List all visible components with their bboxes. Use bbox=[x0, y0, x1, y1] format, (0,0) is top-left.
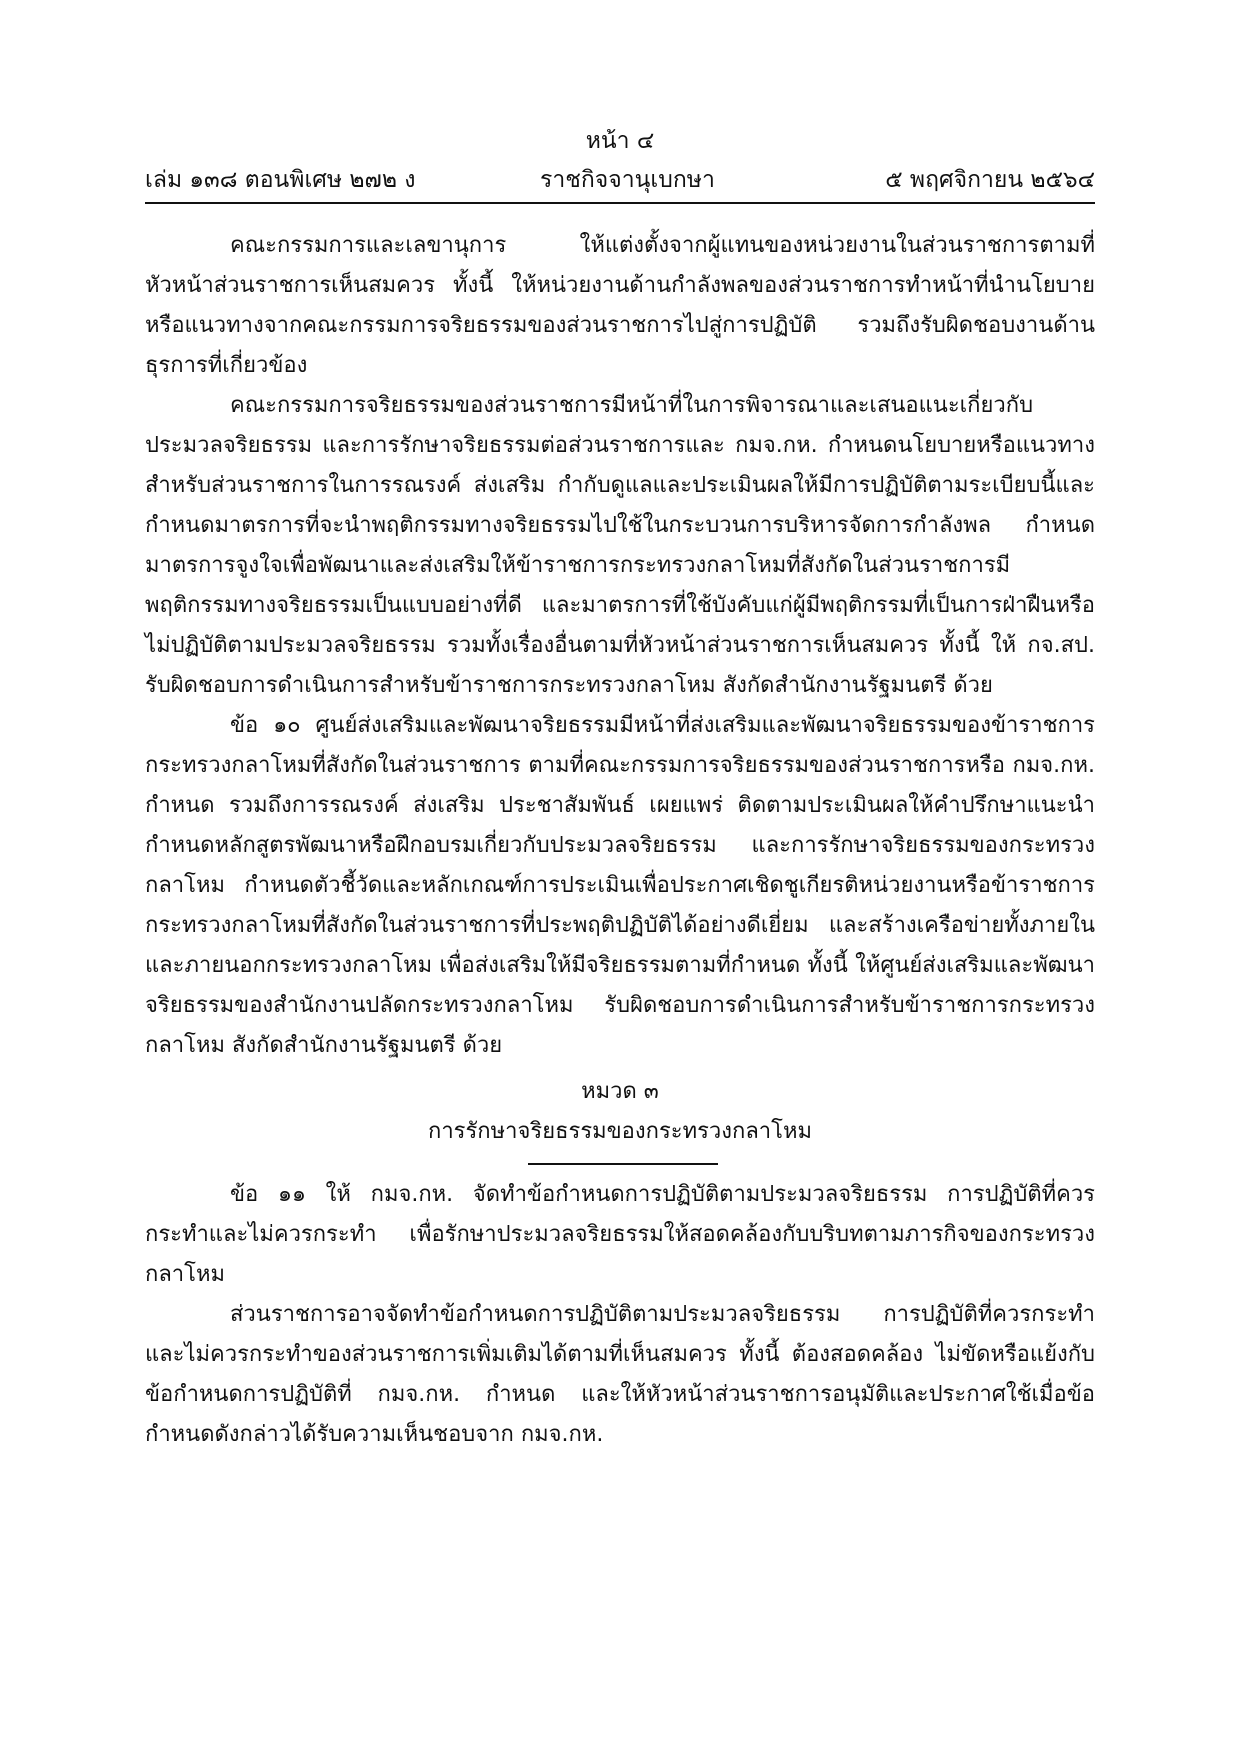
chapter-title: การรักษาจริยธรรมของกระทรวงกลาโหม bbox=[428, 1119, 812, 1144]
gazette-name: ราชกิจจานุเบกษา bbox=[540, 167, 715, 193]
publication-date: ๕ พฤศจิกายน ๒๕๖๔ bbox=[885, 167, 1095, 193]
paragraph: คณะกรรมการจริยธรรมของส่วนราชการมีหน้าที่ในการพิจารณาและเสนอแนะเกี่ยวกับประมวลจริยธรรม และการรักษาจริยธรรมต่อส่วนราชการและ กมจ.กห. กำหนดนโยบายหรือแนวทางสำหรับส่วนราชการในการรณรงค์ ส่งเสริม กำกับดูแลและประเมินผลให้มีการปฏิบัติตามระเบียบนี้และกำหนดมาตรการที่จะนำพฤติกรรมทางจริยธรรมไปใช้ในกระบวนการบริหารจัดการกำลังพล กำหนดมาตรการจูงใจเพื่อพัฒนาและส่งเสริมให้ข้าราชการกระทรวงกลาโหมที่สังกัดในส่วนราชการมีพฤติกรรมทางจริยธรรมเป็นแบบอย่างที่ดี และมาตรการที่ใช้บังคับแก่ผู้มีพฤติกรรมที่เป็นการฝ่าฝืนหรือไม่ปฏิบัติตามประมวลจริยธรรม รวมทั้งเรื่องอื่นตามที่หัวหน้าส่วนราชการเห็นสมควร ทั้งนี้ ให้ กจ.สป. รับผิดชอบการดำเนินการสำหรับข้าราชการกระทรวงกลาโหม สังกัดสำนักงานรัฐมนตรี ด้วย bbox=[145, 393, 1095, 698]
paragraph: ข้อ ๑๑ ให้ กมจ.กห. จัดทำข้อกำหนดการปฏิบัติตามประมวลจริยธรรม การปฏิบัติที่ควรกระทำและไม่ควรกระทำ เพื่อรักษาประมวลจริยธรรมให้สอดคล้องกับบริบทตามภารกิจของกระทรวงกลาโหม bbox=[145, 1182, 1095, 1287]
paragraph: คณะกรรมการและเลขานุการ ให้แต่งตั้งจากผู้แทนของหน่วยงานในส่วนราชการตามที่หัวหน้าส่วนราชการเห็นสมควร ทั้งนี้ ให้หน่วยงานด้านกำลังพลของส่วนราชการทำหน้าที่นำนโยบายหรือแนวทางจากคณะกรรมการจริยธรรมของส่วนราชการไปสู่การปฏิบัติ รวมถึงรับผิดชอบงานด้านธุรการที่เกี่ยวข้อง bbox=[145, 233, 1095, 378]
volume-issue: เล่ม ๑๓๘ ตอนพิเศษ ๒๗๒ ง bbox=[145, 167, 416, 193]
body-text-before-chapter bbox=[145, 226, 1095, 1066]
paragraph: ข้อ ๑๐ ศูนย์ส่งเสริมและพัฒนาจริยธรรมมีหน้าที่ส่งเสริมและพัฒนาจริยธรรมของข้าราชการกระทรวงกลาโหมที่สังกัดในส่วนราชการ ตามที่คณะกรรมการจริยธรรมของส่วนราชการหรือ กมจ.กห. กำหนด รวมถึงการรณรงค์ ส่งเสริม ประชาสัมพันธ์ เผยแพร่ ติดตามประเมินผลให้คำปรึกษาแนะนำ กำหนดหลักสูตรพัฒนาหรือฝึกอบรมเกี่ยวกับประมวลจริยธรรม และการรักษาจริยธรรมของกระทรวงกลาโหม กำหนดตัวชี้วัดและหลักเกณฑ์การประเมินเพื่อประกาศเชิดชูเกียรติหน่วยงานหรือข้าราชการกระทรวงกลาโหมที่สังกัดในส่วนราชการที่ประพฤติปฏิบัติได้อย่างดีเยี่ยม และสร้างเครือข่ายทั้งภายในและภายนอกกระทรวงกลาโหม เพื่อส่งเสริมให้มีจริยธรรมตามที่กำหนด ทั้งนี้ ให้ศูนย์ส่งเสริมและพัฒนาจริยธรรมของสำนักงานปลัดกระทรวงกลาโหม รับผิดชอบการดำเนินการสำหรับข้าราชการกระทรวงกลาโหม สังกัดสำนักงานรัฐมนตรี ด้วย bbox=[145, 713, 1095, 1058]
chapter-divider bbox=[528, 1163, 718, 1165]
chapter-number: หมวด ๓ bbox=[581, 1079, 659, 1104]
paragraph: ส่วนราชการอาจจัดทำข้อกำหนดการปฏิบัติตามประมวลจริยธรรม การปฏิบัติที่ควรกระทำและไม่ควรกระทำของส่วนราชการเพิ่มเติมได้ตามที่เห็นสมควร ทั้งนี้ ต้องสอดคล้อง ไม่ขัดหรือแย้งกับข้อกำหนดการปฏิบัติที่ กมจ.กห. กำหนด และให้หัวหน้าส่วนราชการอนุมัติและประกาศใช้เมื่อข้อกำหนดดังกล่าวได้รับความเห็นชอบจาก กมจ.กห. bbox=[145, 1302, 1095, 1447]
page-number: หน้า ๔ bbox=[585, 128, 655, 154]
gazette-header bbox=[145, 162, 1095, 204]
body-text-after-chapter bbox=[145, 1175, 1095, 1455]
